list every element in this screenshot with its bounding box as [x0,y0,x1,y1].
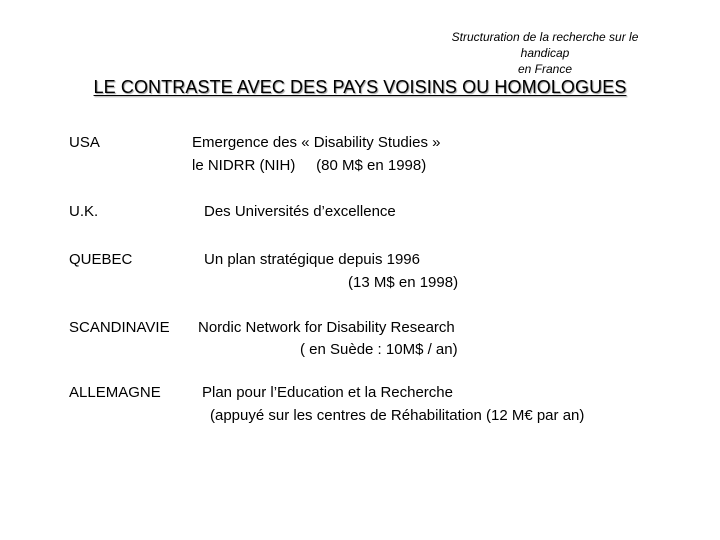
row-description-line: ( en Suède : 10M$ / an) [300,341,458,358]
country-label-quebec: QUEBEC [69,251,133,268]
header-note-line: handicap [520,46,570,60]
row-description-line: Des Universités d’excellence [204,203,396,220]
row-description-line: Plan pour l’Education et la Recherche [202,384,453,401]
header-note-line: Structuration de la recherche sur le [451,30,639,44]
country-label-allemagne: ALLEMAGNE [69,384,161,401]
row-description-line: le NIDRR (NIH) (80 M$ en 1998) [192,157,427,174]
header-note-line: en France [517,62,573,76]
country-label-scandinavie: SCANDINAVIE [69,319,170,336]
row-description-line: Nordic Network for Disability Research [198,319,455,336]
row-description-line: (13 M$ en 1998) [348,274,459,291]
row-description-line: (appuyé sur les centres de Réhabilitation (12 M€ par an) [210,407,585,424]
country-label-usa: USA [69,134,100,151]
row-description-line: Emergence des « Disability Studies » [192,134,441,151]
country-label-uk: U.K. [69,203,99,220]
header-note [400,29,690,77]
page-title: LE CONTRASTE AVEC DES PAYS VOISINS OU HOMOLOGUES [93,77,627,97]
row-description-line: Un plan stratégique depuis 1996 [204,251,420,268]
